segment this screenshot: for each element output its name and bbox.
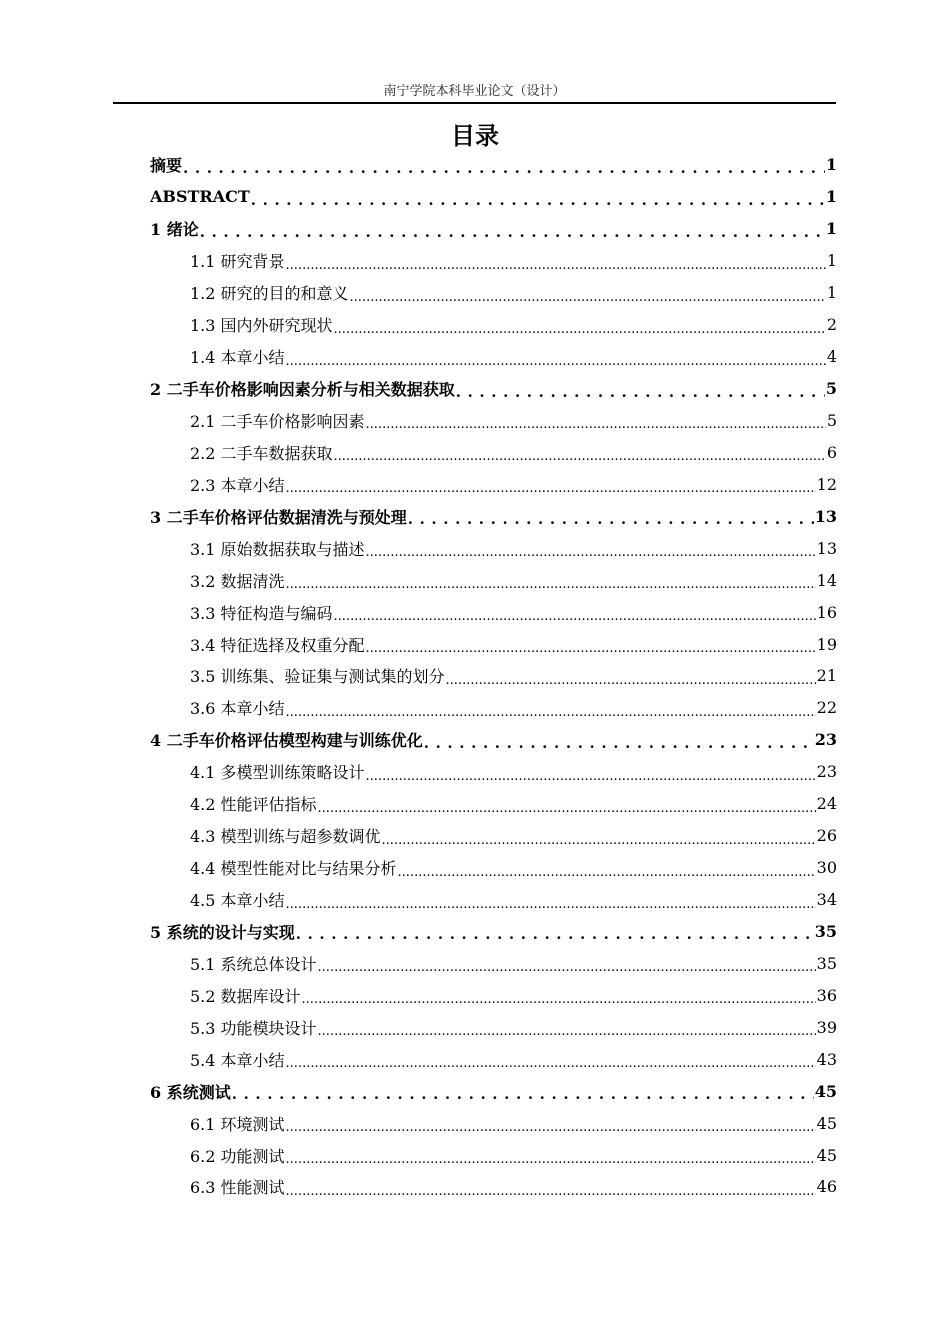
header-text: 南宁学院本科毕业论文（设计） — [383, 84, 566, 99]
toc-dot-leader — [286, 352, 826, 368]
toc-entry-title: 5.2 数据库设计 — [190, 986, 301, 1006]
toc-entry-page: 23 — [816, 762, 837, 782]
toc-entry-title: 2 二手车价格影响因素分析与相关数据获取 — [150, 380, 455, 400]
toc-entry[interactable] — [150, 947, 837, 979]
toc-entry[interactable] — [150, 1139, 837, 1171]
toc-title: 目录 — [451, 122, 499, 150]
toc-entry[interactable] — [150, 277, 837, 309]
toc-entry-title: 2.1 二手车价格影响因素 — [190, 411, 365, 431]
toc-entry-title: ABSTRACT — [150, 187, 250, 207]
toc-entry-title: 2.3 本章小结 — [190, 475, 285, 495]
toc-dot-leader — [456, 384, 825, 400]
toc-dot-leader — [318, 799, 816, 815]
toc-entry-title: 5.3 功能模块设计 — [190, 1018, 317, 1038]
toc-dot-leader — [318, 1022, 816, 1038]
toc-entry-page: 21 — [816, 666, 837, 686]
toc-entry-title: 1.3 国内外研究现状 — [190, 316, 333, 336]
toc-dot-leader — [334, 447, 826, 463]
page-header — [113, 76, 836, 104]
toc-entry-page: 36 — [816, 985, 837, 1005]
toc-dot-leader — [286, 1118, 816, 1134]
toc-entry-title: 3.5 训练集、验证集与测试集的划分 — [190, 667, 445, 687]
toc-entry-title: 1.1 研究背景 — [190, 252, 285, 272]
toc-entry[interactable] — [150, 181, 837, 213]
toc-entry-title: 3.4 特征选择及权重分配 — [190, 635, 365, 655]
toc-entry-title: 6.1 环境测试 — [190, 1114, 285, 1134]
toc-entry-title: 6.2 功能测试 — [190, 1146, 285, 1166]
toc-entry[interactable] — [150, 596, 837, 628]
toc-dot-leader — [286, 895, 816, 911]
toc-dot-leader — [366, 543, 816, 559]
toc-dot-leader — [286, 479, 816, 495]
toc-dot-leader — [302, 990, 816, 1006]
toc-dot-leader — [398, 863, 816, 879]
toc-dot-leader — [286, 1054, 816, 1070]
toc-entry-title: 4.3 模型训练与超参数调优 — [190, 827, 381, 847]
toc-entry[interactable] — [150, 820, 837, 852]
toc-entry-page: 35 — [814, 921, 837, 941]
toc-entry-page: 1 — [825, 187, 837, 207]
toc-entry-title: 5.4 本章小结 — [190, 1050, 285, 1070]
toc-entry[interactable] — [150, 245, 837, 277]
toc-dot-leader — [286, 703, 816, 719]
toc-entry[interactable] — [150, 1107, 837, 1139]
toc-entry[interactable] — [150, 532, 837, 564]
toc-entry-page: 45 — [816, 1113, 837, 1133]
toc-dot-leader — [424, 735, 814, 751]
toc-entry[interactable] — [150, 628, 837, 660]
toc-entry-title: 1.2 研究的目的和意义 — [190, 284, 349, 304]
toc-entry-title: 4 二手车价格评估模型构建与训练优化 — [150, 731, 423, 751]
toc-entry-page: 13 — [814, 506, 837, 526]
toc-entry[interactable] — [150, 405, 837, 437]
toc-dot-leader — [296, 926, 814, 942]
toc-entry[interactable] — [150, 341, 837, 373]
toc-entry-page: 19 — [816, 634, 837, 654]
toc-entry-page: 1 — [825, 219, 837, 239]
toc-dot-leader — [334, 320, 826, 336]
toc-entry-page: 13 — [816, 538, 837, 558]
toc-entry[interactable] — [150, 309, 837, 341]
toc-entry-title: 5.1 系统总体设计 — [190, 954, 317, 974]
toc-dot-leader — [366, 415, 826, 431]
toc-entry-page: 39 — [816, 1017, 837, 1037]
toc-entry-page: 30 — [816, 858, 837, 878]
toc-entry-title: 1.4 本章小结 — [190, 348, 285, 368]
toc-entry[interactable] — [150, 564, 837, 596]
toc-entry-title: 1 绪论 — [150, 220, 199, 240]
toc-entry-title: 4.1 多模型训练策略设计 — [190, 763, 365, 783]
toc-entry-page: 5 — [826, 410, 837, 430]
toc-entry-page: 2 — [826, 315, 837, 335]
toc-entry[interactable] — [150, 1075, 837, 1107]
toc-entry-title: 摘要 — [150, 156, 183, 176]
toc-entry-page: 45 — [816, 1145, 837, 1165]
toc-dot-leader — [200, 224, 825, 240]
toc-entry-title: 4.2 性能评估指标 — [190, 795, 317, 815]
toc-entry-title: 3 二手车价格评估数据清洗与预处理 — [150, 507, 407, 527]
toc-dot-leader — [286, 575, 816, 591]
toc-entry-page: 6 — [826, 442, 837, 462]
toc-entry-page: 1 — [826, 251, 837, 271]
toc-dot-leader — [286, 1182, 816, 1198]
toc-entry[interactable] — [150, 149, 837, 181]
toc-entry[interactable] — [150, 756, 837, 788]
toc-entry-title: 4.4 模型性能对比与结果分析 — [190, 859, 397, 879]
toc-entry-page: 43 — [816, 1049, 837, 1069]
toc-entry-page: 5 — [825, 379, 837, 399]
toc-entry-page: 26 — [816, 826, 837, 846]
toc-entry-page: 24 — [816, 794, 837, 814]
toc-entry-title: 3.6 本章小结 — [190, 699, 285, 719]
toc-entry[interactable] — [150, 1043, 837, 1075]
toc-entry-title: 3.1 原始数据获取与描述 — [190, 539, 365, 559]
toc-entry[interactable] — [150, 213, 837, 245]
toc-entry-page: 22 — [816, 698, 837, 718]
toc-entry[interactable] — [150, 468, 837, 500]
toc-entry[interactable] — [150, 1171, 837, 1203]
toc-dot-leader — [366, 639, 816, 655]
toc-dot-leader — [286, 256, 826, 272]
toc-entry[interactable] — [150, 436, 837, 468]
toc-dot-leader — [232, 1086, 814, 1102]
toc-dot-leader — [408, 511, 814, 527]
toc-entry-page: 1 — [826, 283, 837, 303]
table-of-contents — [150, 149, 837, 1203]
toc-entry[interactable] — [150, 788, 837, 820]
toc-dot-leader — [446, 671, 816, 687]
toc-entry-page: 4 — [826, 347, 837, 367]
toc-entry[interactable] — [150, 1011, 837, 1043]
toc-entry[interactable] — [150, 916, 837, 948]
toc-entry-title: 2.2 二手车数据获取 — [190, 443, 333, 463]
toc-entry[interactable] — [150, 692, 837, 724]
toc-entry-title: 5 系统的设计与实现 — [150, 922, 295, 942]
toc-dot-leader — [286, 1150, 816, 1166]
toc-entry-page: 46 — [816, 1177, 837, 1197]
toc-dot-leader — [318, 958, 816, 974]
toc-entry[interactable] — [150, 884, 837, 916]
toc-entry[interactable] — [150, 373, 837, 405]
toc-entry-page: 1 — [825, 155, 837, 175]
toc-entry[interactable] — [150, 724, 837, 756]
toc-dot-leader — [251, 192, 825, 208]
toc-entry-title: 6.3 性能测试 — [190, 1178, 285, 1198]
toc-entry[interactable] — [150, 500, 837, 532]
toc-entry-title: 6 系统测试 — [150, 1082, 231, 1102]
toc-entry-title: 4.5 本章小结 — [190, 891, 285, 911]
toc-entry[interactable] — [150, 979, 837, 1011]
toc-entry-page: 23 — [814, 730, 837, 750]
toc-entry[interactable] — [150, 852, 837, 884]
toc-entry-page: 12 — [816, 474, 837, 494]
toc-dot-leader — [382, 831, 816, 847]
toc-dot-leader — [334, 607, 816, 623]
toc-dot-leader — [183, 160, 825, 176]
toc-entry-page: 16 — [816, 602, 837, 622]
toc-entry-page: 45 — [814, 1081, 837, 1101]
toc-entry-page: 14 — [816, 570, 837, 590]
toc-entry[interactable] — [150, 660, 837, 692]
toc-dot-leader — [366, 767, 816, 783]
toc-entry-page: 34 — [816, 890, 837, 910]
toc-entry-page: 35 — [816, 953, 837, 973]
toc-entry-title: 3.3 特征构造与编码 — [190, 603, 333, 623]
toc-entry-title: 3.2 数据清洗 — [190, 571, 285, 591]
toc-dot-leader — [350, 288, 826, 304]
